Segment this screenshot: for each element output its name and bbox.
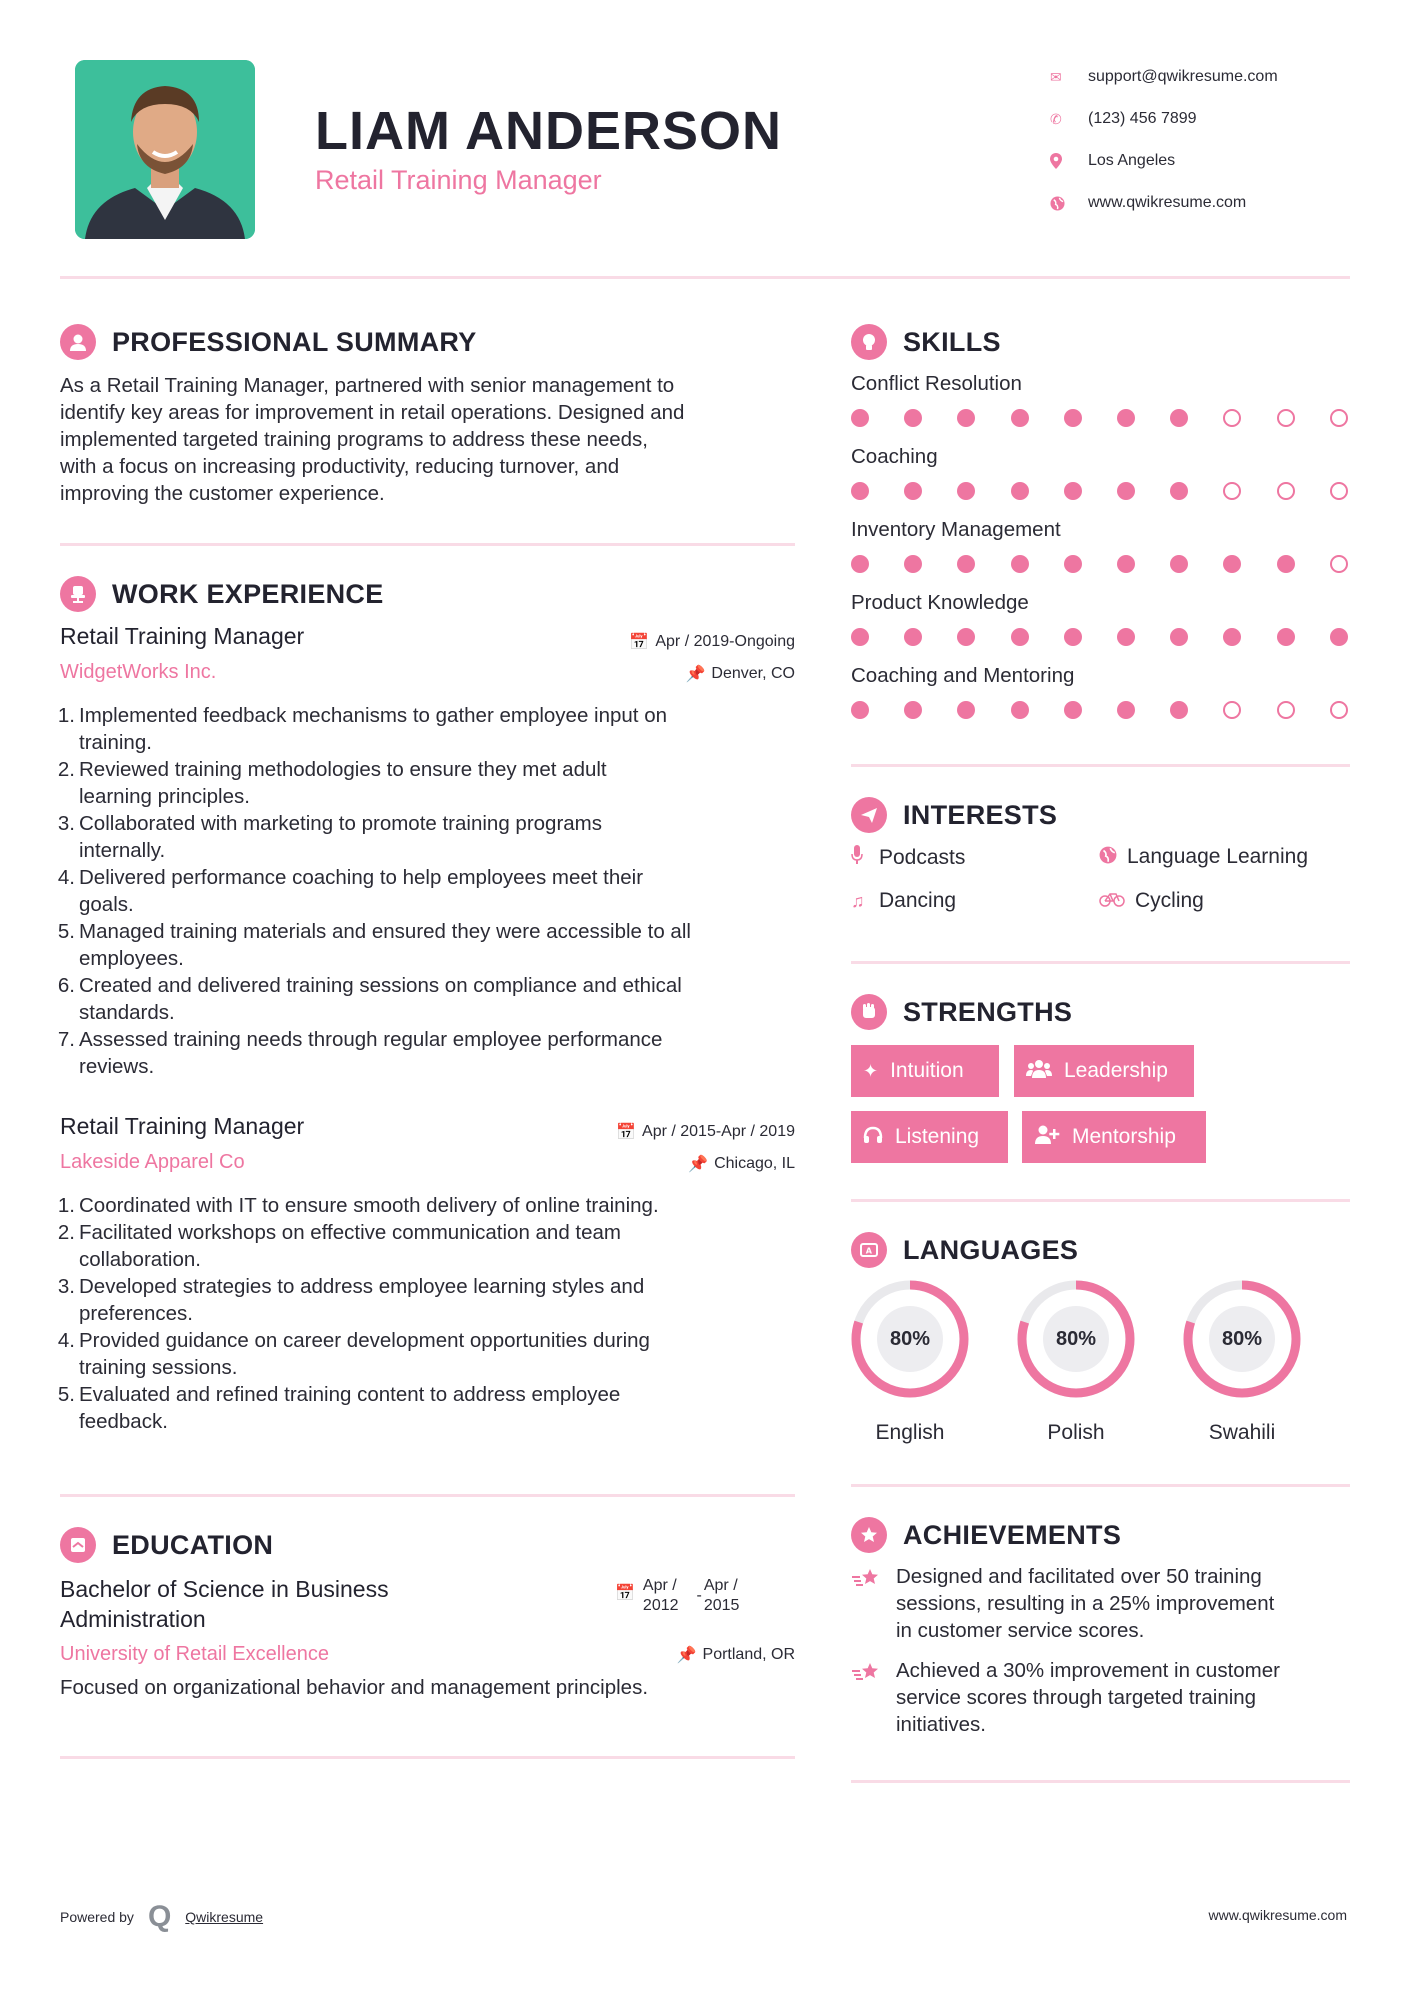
skill-dot-filled <box>1064 409 1082 427</box>
summary-section-title: PROFESSIONAL SUMMARY <box>60 324 477 360</box>
skill-dot-filled <box>1277 555 1295 573</box>
skill-dot-filled <box>957 482 975 500</box>
svg-text:A: A <box>865 1246 873 1256</box>
list-item: 4. Provided guidance on career development opportunities during training sessions. <box>57 1329 650 1379</box>
skill-dot-filled <box>1223 555 1241 573</box>
list-item: 2. Reviewed training methodologies to ensure they met adult learning principles. <box>57 758 607 808</box>
achievements-section-title: ACHIEVEMENTS <box>851 1517 1121 1553</box>
calendar-icon: 📅 <box>615 1585 635 1602</box>
skill-dot-empty <box>1223 482 1241 500</box>
list-item: 1. Coordinated with IT to ensure smooth delivery of online training. <box>57 1194 659 1217</box>
raised-fist-icon <box>851 994 887 1030</box>
summary-text: As a Retail Training Manager, partnered with senior management to identify key areas for improvement in retail operations. Designed and implemented targeted training programs to address these needs, with a focus on increasing productivity, reducing turnover, and improving the customer experience. <box>60 374 685 505</box>
contact-info <box>1050 56 1278 224</box>
location-pin-icon <box>1050 153 1088 169</box>
job-2-dates: 📅 Apr / 2015-Apr / 2019 <box>616 1123 795 1141</box>
skill-label: Conflict Resolution <box>851 372 1022 395</box>
contact-website-text: www.qwikresume.com <box>1088 194 1247 211</box>
job-2-responsibilities <box>55 1192 800 1435</box>
job-1-dates: 📅 Apr / 2019-Ongoing <box>629 633 795 651</box>
skill-dot-filled <box>957 701 975 719</box>
skill-dot-filled <box>1011 701 1029 719</box>
education-dates: 📅 Apr / 2012 - Apr / 2015 <box>615 1577 740 1614</box>
language-percent: 80% <box>1055 1327 1097 1350</box>
contact-email[interactable] <box>1050 56 1278 98</box>
interest-item: Cycling <box>1099 889 1204 913</box>
contact-location <box>1050 140 1278 182</box>
skill-dot-filled <box>957 409 975 427</box>
qwikresume-link[interactable]: Qwikresume <box>185 1909 264 1925</box>
education-school: University of Retail Excellence <box>60 1643 329 1665</box>
paper-plane-icon <box>851 797 887 833</box>
skill-dot-filled <box>1277 628 1295 646</box>
skill-dot-filled <box>1064 701 1082 719</box>
education-divider <box>60 1756 795 1759</box>
strength-chip: Leadership <box>1014 1045 1194 1097</box>
job-1-location: 📌 Denver, CO <box>685 665 795 683</box>
skill-dot-filled <box>1117 409 1135 427</box>
skill-dot-filled <box>904 482 922 500</box>
experience-section-title: WORK EXPERIENCE <box>60 576 384 612</box>
list-item: 2. Facilitated workshops on effective communication and team collaboration. <box>57 1221 622 1271</box>
job-1-responsibilities <box>55 702 800 1080</box>
skill-dot-filled <box>1170 409 1188 427</box>
interest-item: Podcasts <box>851 845 965 870</box>
languages-divider <box>851 1484 1350 1487</box>
achievements-divider <box>851 1780 1350 1783</box>
skill-dot-filled <box>1170 628 1188 646</box>
skill-dot-empty <box>1330 409 1348 427</box>
skill-dot-filled <box>904 555 922 573</box>
skill-label: Product Knowledge <box>851 591 1029 614</box>
strength-chip: Listening <box>851 1111 1008 1163</box>
lightbulb-icon <box>851 324 887 360</box>
job-2-title: Retail Training Manager <box>60 1113 305 1139</box>
contact-website[interactable] <box>1050 182 1278 224</box>
envelope-icon: ✉ <box>1050 68 1062 85</box>
user-icon <box>60 324 96 360</box>
bicycle-icon <box>1099 891 1127 912</box>
strengths-section-title: STRENGTHS <box>851 994 1072 1030</box>
microphone-icon <box>851 845 879 870</box>
list-item: 6. Created and delivered training sessions on compliance and ethical standards. <box>57 974 682 1024</box>
contact-phone[interactable] <box>1050 98 1278 140</box>
skills-section-title: SKILLS <box>851 324 1001 360</box>
language-percent: 80% <box>889 1327 931 1350</box>
language-item <box>1180 1277 1304 1445</box>
globe-icon <box>1099 846 1127 869</box>
strengths-divider <box>851 1199 1350 1202</box>
language-name: English <box>875 1421 945 1444</box>
skill-dot-empty <box>1223 409 1241 427</box>
office-chair-icon <box>60 576 96 612</box>
calendar-icon: 📅 <box>616 1124 637 1141</box>
language-name: Swahili <box>1208 1421 1276 1444</box>
education-section-title: EDUCATION <box>60 1527 273 1563</box>
skill-dot-filled <box>1064 482 1082 500</box>
globe-icon <box>1050 196 1088 211</box>
interest-item: ♫ Dancing <box>851 889 957 912</box>
experience-divider <box>60 1494 795 1497</box>
skill-rating <box>851 482 1351 502</box>
interests-section-title: INTERESTS <box>851 797 1057 833</box>
skill-rating <box>851 628 1351 648</box>
calendar-icon: 📅 <box>629 634 650 651</box>
language-card-icon <box>851 1232 887 1268</box>
skill-dot-empty <box>1277 409 1295 427</box>
skill-dot-empty <box>1330 555 1348 573</box>
skill-dot-filled <box>904 628 922 646</box>
list-item: 5. Managed training materials and ensured they were accessible to all employees. <box>57 920 691 970</box>
skill-dot-filled <box>1170 482 1188 500</box>
header-divider <box>60 276 1350 279</box>
shooting-star-icon <box>851 1563 896 1644</box>
skill-dot-filled <box>1330 628 1348 646</box>
education-degree: Bachelor of Science in Business Administration <box>60 1576 389 1632</box>
skill-dot-filled <box>851 555 869 573</box>
candidate-role: Retail Training Manager <box>315 165 602 195</box>
language-name: Polish <box>1047 1421 1105 1444</box>
skill-dot-filled <box>851 409 869 427</box>
contact-email-text: support@qwikresume.com <box>1088 68 1278 85</box>
skill-label: Coaching and Mentoring <box>851 664 1075 687</box>
skill-dot-filled <box>1117 482 1135 500</box>
language-item <box>1014 1277 1138 1445</box>
language-percent: 80% <box>1221 1327 1263 1350</box>
language-item <box>848 1277 972 1445</box>
skill-rating <box>851 555 1351 575</box>
phone-icon: ✆ <box>1050 110 1062 127</box>
graduation-icon <box>60 1527 96 1563</box>
powered-by-label: Powered by <box>60 1909 134 1925</box>
achievement-item: Designed and facilitated over 50 training sessions, resulting in a 25% improvement in customer service scores. <box>851 1563 1351 1644</box>
skill-dot-filled <box>957 628 975 646</box>
interests-divider <box>851 961 1350 964</box>
job-2-location: 📌 Chicago, IL <box>688 1155 795 1173</box>
skill-dot-filled <box>851 701 869 719</box>
skill-dot-filled <box>1117 555 1135 573</box>
shooting-star-icon <box>851 1657 896 1738</box>
footer-powered-by <box>60 1900 263 1934</box>
skill-dot-empty <box>1277 482 1295 500</box>
skill-dot-filled <box>957 555 975 573</box>
skill-dot-filled <box>1011 409 1029 427</box>
skill-label: Coaching <box>851 445 938 468</box>
users-icon <box>1026 1059 1052 1084</box>
strength-chip: Mentorship <box>1022 1111 1206 1163</box>
skill-rating <box>851 409 1351 429</box>
skill-dot-empty <box>1277 701 1295 719</box>
skill-rating <box>851 701 1351 721</box>
job-1-title: Retail Training Manager <box>60 623 305 649</box>
skills-divider <box>851 764 1350 767</box>
job-2-company: Lakeside Apparel Co <box>60 1151 245 1173</box>
skill-label: Inventory Management <box>851 518 1061 541</box>
list-item: 1. Implemented feedback mechanisms to gather employee input on training. <box>57 704 668 754</box>
list-item: 4. Delivered performance coaching to help employees meet their goals. <box>57 866 644 916</box>
interest-item: Language Learning <box>1099 845 1308 869</box>
skill-dot-empty <box>1330 701 1348 719</box>
achievement-item: Achieved a 30% improvement in customer service scores through targeted training initiatives. <box>851 1657 1351 1738</box>
star-badge-icon <box>851 1517 887 1553</box>
list-item: 3. Collaborated with marketing to promote training programs internally. <box>57 812 603 862</box>
summary-divider <box>60 543 795 546</box>
candidate-name: LIAM ANDERSON <box>315 101 782 161</box>
skill-dot-filled <box>1064 628 1082 646</box>
job-1-company: WidgetWorks Inc. <box>60 661 217 683</box>
skill-dot-filled <box>851 482 869 500</box>
skill-dot-filled <box>904 701 922 719</box>
skill-dot-filled <box>1011 555 1029 573</box>
languages-section-title: A LANGUAGES <box>851 1232 1078 1268</box>
list-item: 3. Developed strategies to address employee learning styles and preferences. <box>57 1275 645 1325</box>
contact-phone-text: (123) 456 7899 <box>1088 110 1197 127</box>
skill-dot-filled <box>1223 628 1241 646</box>
skill-dot-filled <box>1064 555 1082 573</box>
qwikresume-logo-icon: Q <box>147 1900 172 1933</box>
user-plus-icon <box>1034 1125 1060 1150</box>
contact-location-text: Los Angeles <box>1088 152 1176 169</box>
magic-wand-icon: ✦ <box>863 1060 879 1081</box>
list-item: 7. Assessed training needs through regular employee performance reviews. <box>57 1028 663 1078</box>
skill-dot-empty <box>1223 701 1241 719</box>
skill-dot-empty <box>1330 482 1348 500</box>
skill-dot-filled <box>1170 555 1188 573</box>
skill-dot-filled <box>1011 482 1029 500</box>
skill-dot-filled <box>1170 701 1188 719</box>
pushpin-icon: 📌 <box>688 1156 709 1173</box>
skill-dot-filled <box>1117 628 1135 646</box>
strength-chip: ✦ Intuition <box>851 1045 999 1097</box>
skill-dot-filled <box>904 409 922 427</box>
skill-dot-filled <box>851 628 869 646</box>
education-location: 📌 Portland, OR <box>676 1646 795 1664</box>
skill-dot-filled <box>1011 628 1029 646</box>
education-description: Focused on organizational behavior and management principles. <box>60 1676 649 1699</box>
pushpin-icon: 📌 <box>676 1647 697 1664</box>
skill-dot-filled <box>1117 701 1135 719</box>
profile-photo <box>75 60 255 239</box>
pushpin-icon: 📌 <box>685 666 706 683</box>
list-item: 5. Evaluated and refined training content to address employee feedback. <box>57 1383 621 1433</box>
music-note-icon: ♫ <box>851 890 865 911</box>
headphones-icon <box>863 1126 883 1149</box>
footer-website-link[interactable]: www.qwikresume.com <box>1208 1907 1347 1923</box>
